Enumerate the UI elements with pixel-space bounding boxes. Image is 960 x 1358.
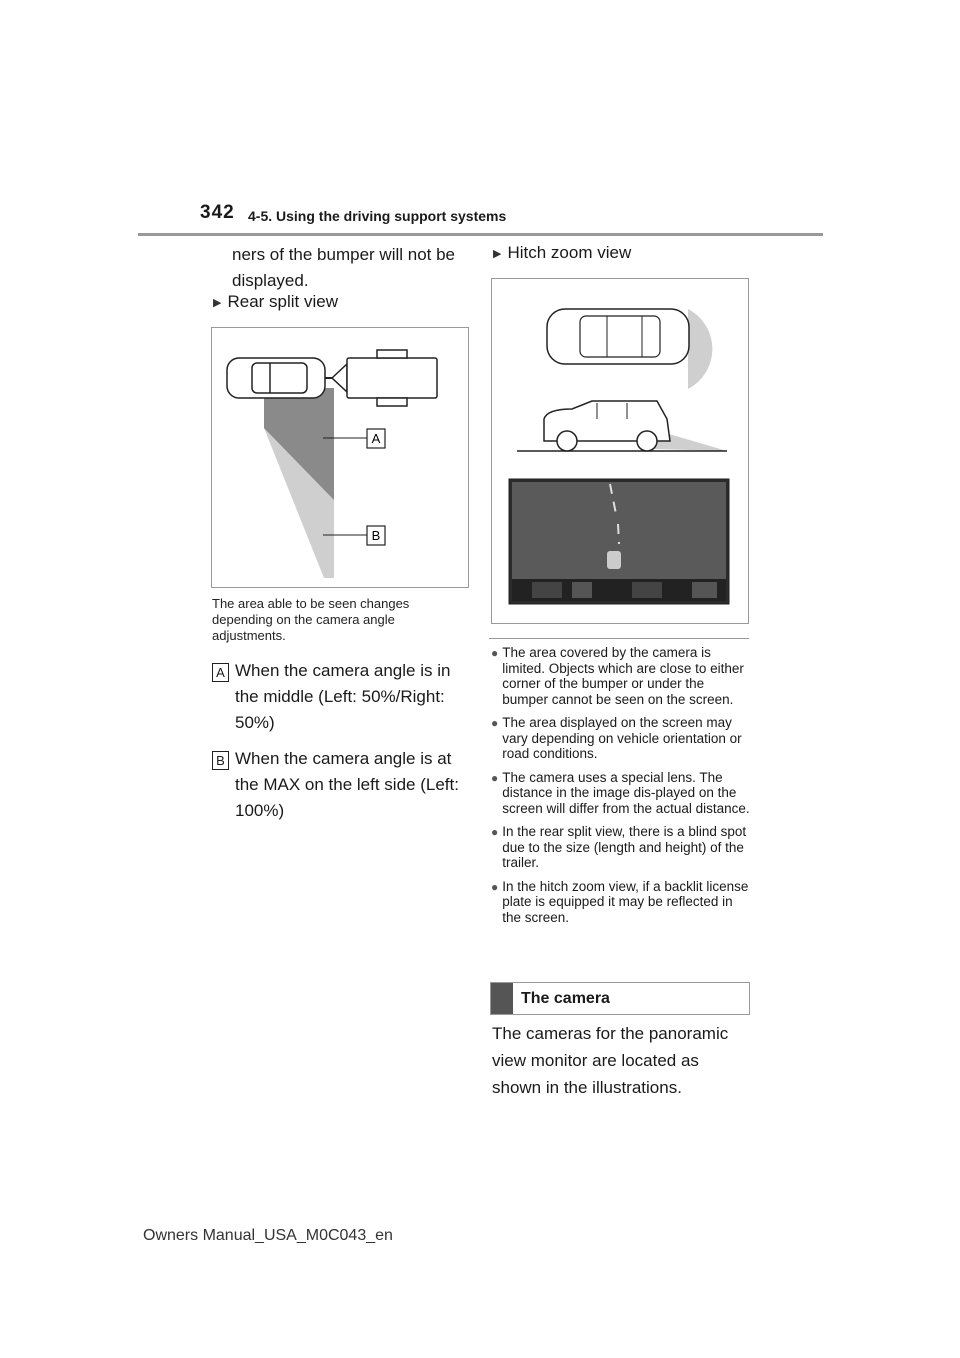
rear-split-view-illustration (212, 328, 468, 587)
rear-split-view-figure (211, 327, 469, 588)
label-item-a (212, 658, 468, 736)
vehicle-top-icon (547, 309, 712, 389)
letter-b-badge: B (212, 751, 229, 770)
note-item (491, 824, 751, 871)
camera-heading: The camera (521, 989, 610, 1007)
trailer-icon (332, 350, 437, 406)
note-text: The area covered by the camera is limited. Objects which are close to either corner of the bumper or under the bumper cannot be seen on the screen. (502, 645, 744, 707)
vehicle-top-icon (227, 358, 325, 398)
callout-b-label: B (371, 528, 381, 543)
notes-list (491, 645, 751, 933)
label-list (212, 658, 468, 824)
triangle-bullet-icon: ▶ (213, 296, 222, 309)
letter-a-badge: A (212, 663, 229, 682)
camera-screen (509, 479, 729, 604)
camera-description: The cameras for the panoramic view monitor are located as shown in the illustrations. (492, 1024, 729, 1097)
bullet-icon: ● (491, 825, 499, 839)
label-item-b (212, 746, 468, 824)
heading-bar (491, 983, 513, 1014)
rear-split-view-title: Rear split view (227, 292, 339, 311)
figure-caption: The area able to be seen changes depending on the camera angle adjustments. (212, 596, 410, 643)
camera-heading-box (490, 982, 750, 1015)
hitch-zoom-view-illustration (492, 279, 748, 623)
rear-split-view-heading (213, 292, 338, 312)
note-text: In the hitch zoom view, if a backlit license plate is equipped it may be reflected in the screen. (502, 878, 749, 925)
note-text: In the rear split view, there is a blind spot due to the size (length and height) of the trailer. (502, 824, 747, 870)
note-text: The camera uses a special lens. The distance in the image dis-played on the screen will differ from the actual distance. (502, 769, 750, 816)
callout-a-label: A (371, 431, 381, 446)
section-title: 4-5. Using the driving support systems (248, 208, 507, 224)
page-number: 342 (200, 202, 235, 223)
continued-text: ners of the bumper will not be displayed. (232, 245, 456, 290)
note-item (491, 715, 751, 762)
label-item-b-text: When the camera angle is at the MAX on the left side (Left: 100%) (235, 749, 459, 820)
header-rule (138, 233, 823, 236)
hitch-zoom-view-figure (491, 278, 749, 624)
note-item (491, 770, 751, 817)
bullet-icon: ● (491, 770, 499, 785)
vehicle-side-icon (517, 401, 727, 451)
notes-divider (489, 638, 749, 639)
note-item (491, 645, 751, 707)
hitch-zoom-view-title: Hitch zoom view (507, 243, 632, 262)
label-item-a-text: When the camera angle is in the middle (Left: 50%/Right: 50%) (235, 661, 451, 732)
note-text: The area displayed on the screen may vary depending on vehicle orientation or road conditions. (502, 715, 742, 761)
bullet-icon: ● (491, 646, 499, 660)
triangle-bullet-icon: ▶ (493, 247, 502, 260)
bullet-icon: ● (491, 879, 499, 894)
bullet-icon: ● (491, 716, 499, 730)
note-item (491, 879, 751, 926)
hitch-zoom-view-heading (493, 243, 631, 263)
footer-text: Owners Manual_USA_M0C043_en (143, 1227, 393, 1244)
